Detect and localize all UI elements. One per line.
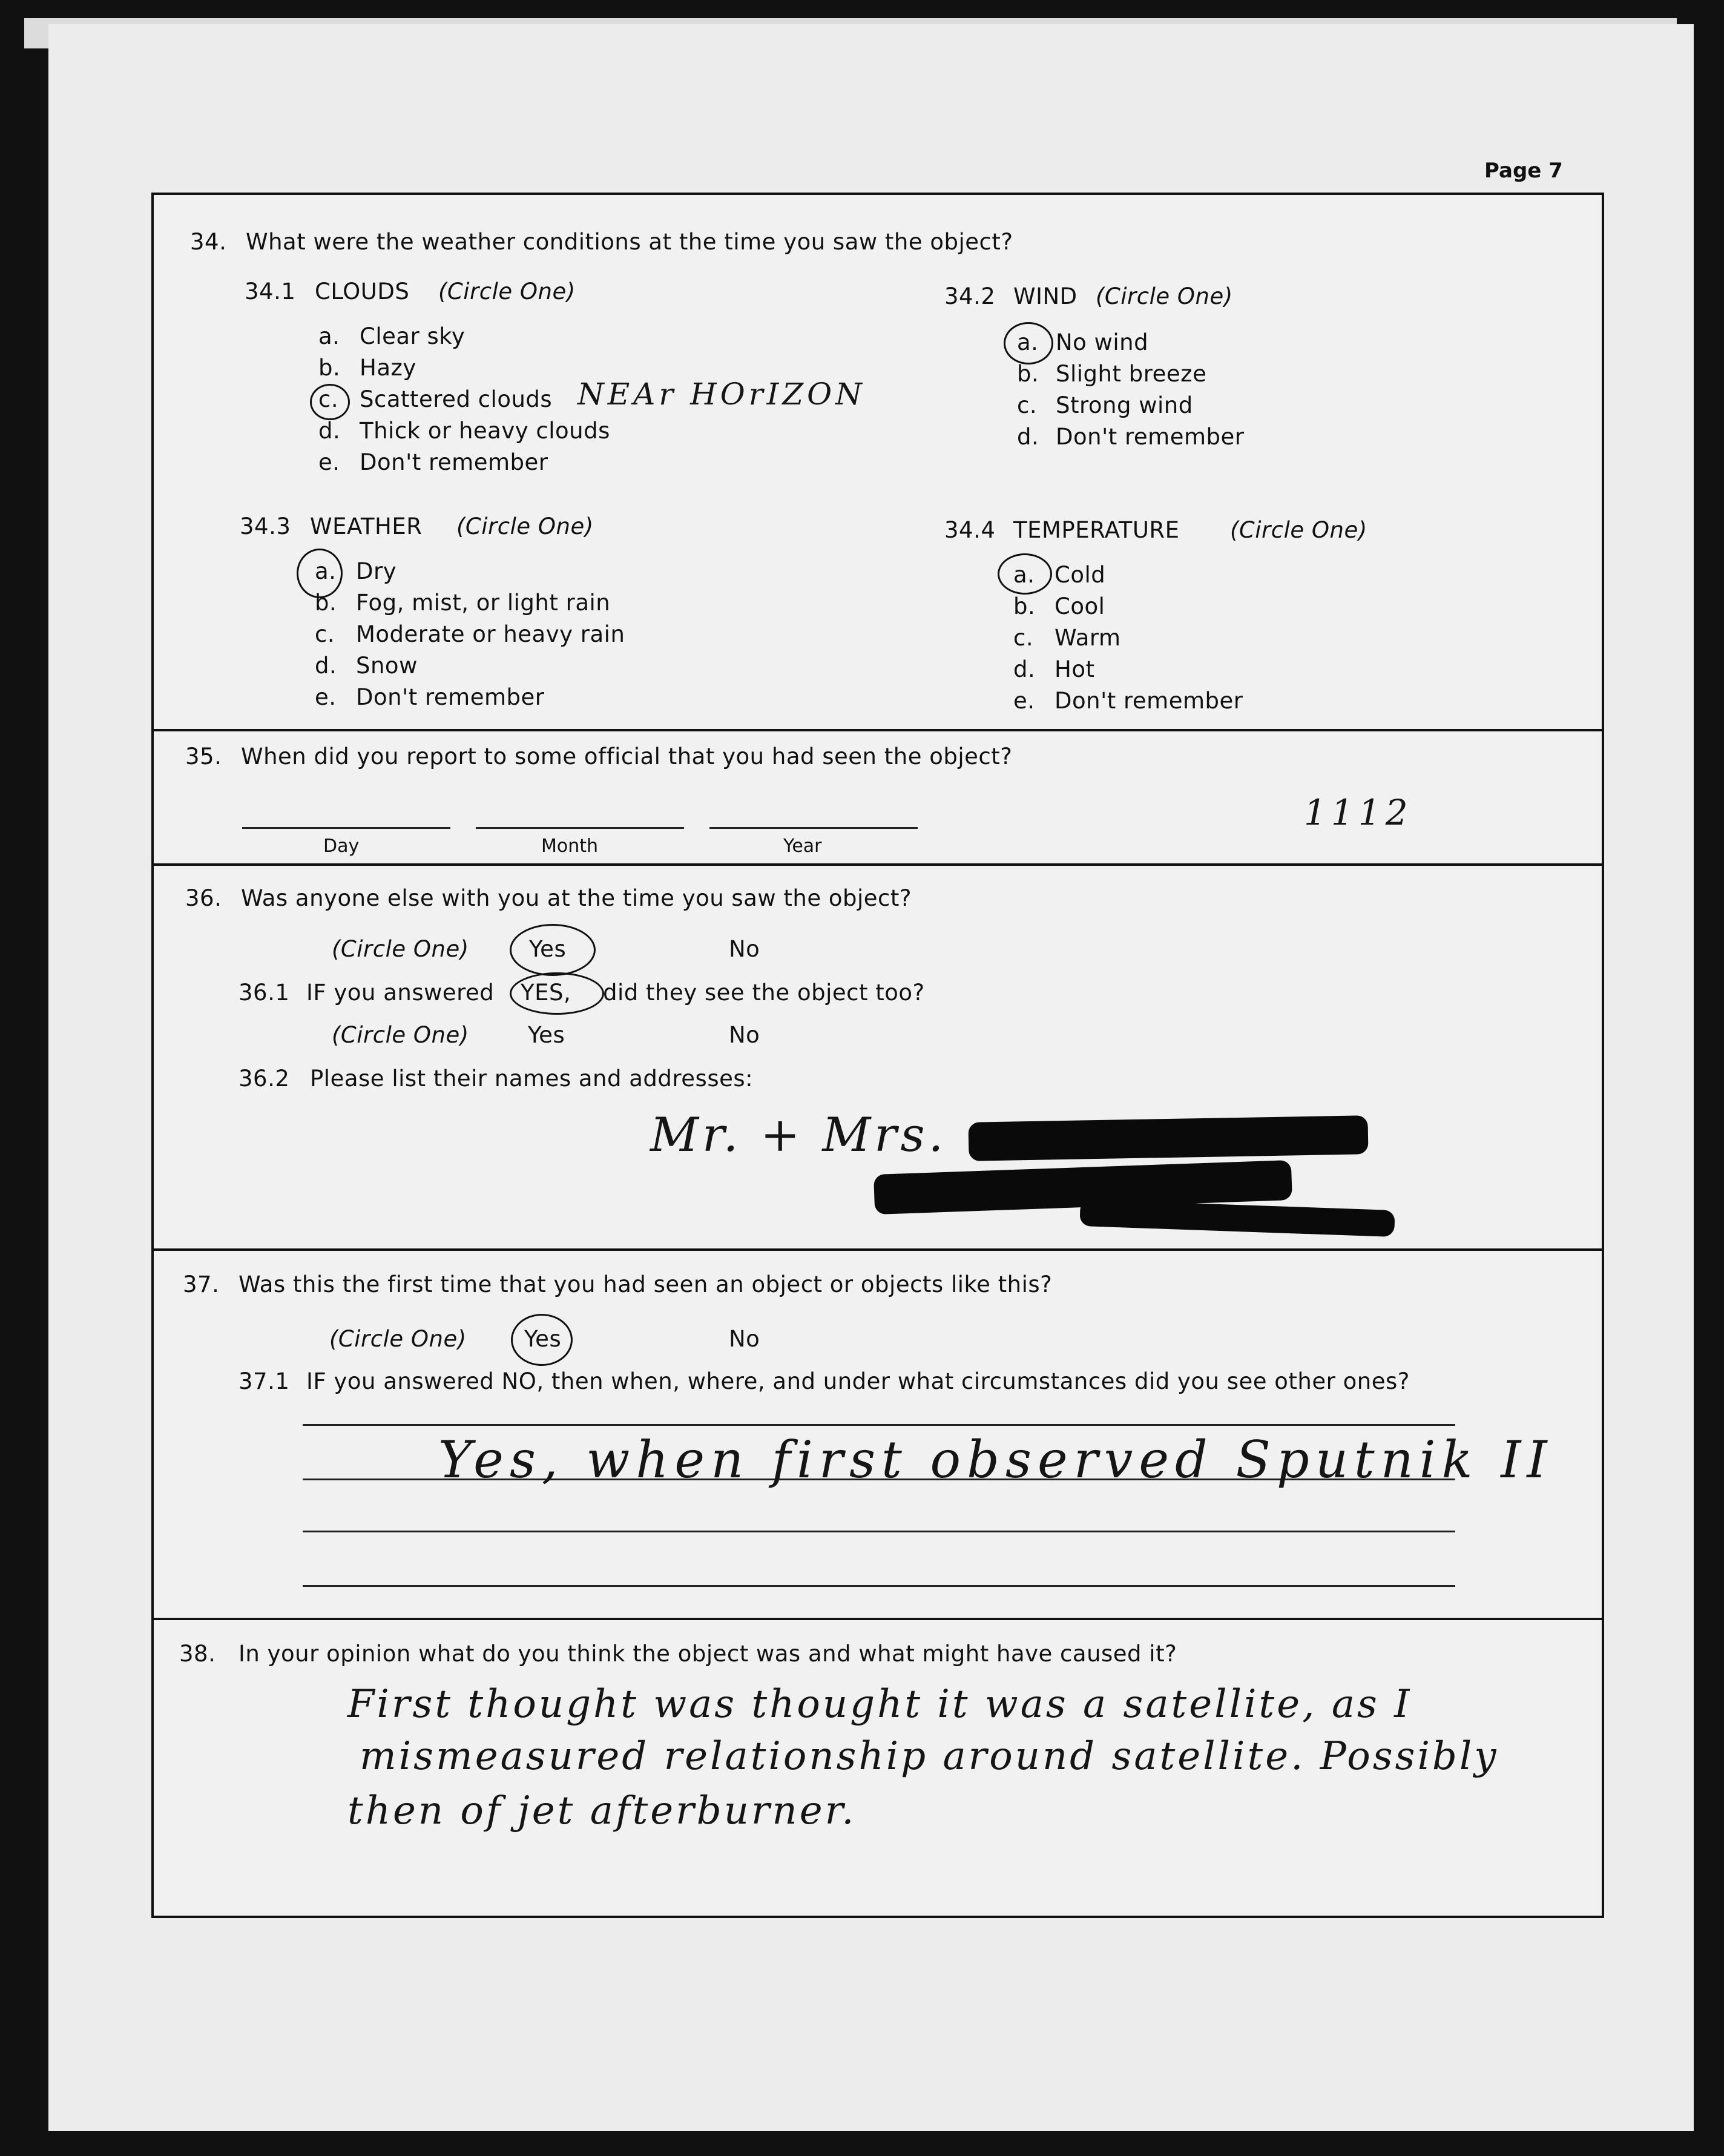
- q36-yes-option: Yes: [529, 936, 567, 962]
- temp-c-letter: c.: [1013, 625, 1034, 651]
- weather-d-letter: d.: [315, 653, 337, 679]
- weather-a-letter: a.: [315, 558, 337, 584]
- temp-e-letter: e.: [1013, 688, 1035, 714]
- wind-d-letter: d.: [1017, 424, 1039, 450]
- weather-e-label: Don't remember: [356, 684, 545, 710]
- wind-b-label: Slight breeze: [1056, 361, 1207, 387]
- clouds-c-circle-mark: [310, 384, 350, 420]
- section-38: [154, 1620, 1602, 1916]
- q37-answer-line-3: [303, 1531, 1455, 1532]
- clouds-e-label: Don't remember: [360, 449, 548, 475]
- clouds-d-label: Thick or heavy clouds: [360, 418, 610, 444]
- day-label: Day: [323, 836, 360, 857]
- q34-3-number: 34.3: [240, 513, 291, 539]
- wind-a-letter: a.: [1017, 329, 1039, 355]
- q36-no-option: No: [729, 936, 760, 962]
- temp-b-letter: b.: [1013, 593, 1036, 619]
- section-36: [154, 866, 1602, 1251]
- wind-c-letter: c.: [1017, 392, 1038, 418]
- wind-c-label: Strong wind: [1056, 392, 1193, 418]
- q34-4-instruction: (Circle One): [1230, 517, 1367, 543]
- q36-1-text-after: did they see the object too?: [603, 980, 925, 1006]
- q37-no-option: No: [729, 1326, 760, 1352]
- page-number: Page 7: [1484, 159, 1563, 183]
- month-label: Month: [541, 836, 599, 857]
- q34-4-number: 34.4: [944, 517, 996, 543]
- clouds-a-label: Clear sky: [360, 323, 466, 349]
- q36-number: 36.: [185, 885, 222, 911]
- questionnaire-form: [151, 193, 1604, 1918]
- q36-instruction: (Circle One): [332, 936, 469, 962]
- q34-1-instruction: (Circle One): [438, 279, 576, 305]
- q36-text: Was anyone else with you at the time you saw the object?: [241, 885, 912, 911]
- q36-2-handwritten-names: Mr. + Mrs.: [650, 1108, 947, 1162]
- temp-d-letter: d.: [1013, 656, 1036, 682]
- day-blank-line: [242, 827, 450, 829]
- redaction-bar-3: [1079, 1199, 1395, 1237]
- clouds-c-letter: c.: [318, 386, 339, 412]
- q38-handwritten-line-3: then of jet afterburner.: [347, 1788, 857, 1833]
- q36-1-number: 36.1: [239, 980, 290, 1006]
- clouds-handwritten-note: NEAr HOrIZON: [577, 377, 866, 412]
- weather-b-label: Fog, mist, or light rain: [356, 590, 611, 616]
- q37-answer-line-4: [303, 1585, 1455, 1587]
- q36-1-no-option: No: [729, 1022, 760, 1048]
- q37-text: Was this the first time that you had seen an object or objects like this?: [239, 1271, 1053, 1297]
- wind-a-label: No wind: [1056, 329, 1149, 355]
- clouds-c-label: Scattered clouds: [360, 386, 553, 412]
- q34-1-title: CLOUDS: [315, 279, 410, 305]
- section-34: [154, 195, 1602, 731]
- q37-1-number: 37.1: [239, 1368, 290, 1394]
- temp-b-label: Cool: [1054, 593, 1105, 619]
- q37-instruction: (Circle One): [329, 1326, 467, 1352]
- section-35: [154, 731, 1602, 866]
- q37-1-text: IF you answered NO, then when, where, and under what circumstances did you see other ones?: [306, 1368, 1410, 1394]
- q36-1-yes-option: Yes: [528, 1022, 565, 1048]
- q35-text: When did you report to some official that you had seen the object?: [241, 743, 1013, 770]
- q34-text: What were the weather conditions at the time you saw the object?: [246, 229, 1013, 255]
- clouds-b-letter: b.: [318, 355, 341, 381]
- q36-1-keyword: YES,: [521, 980, 571, 1006]
- q36-yes-circle-mark: [510, 924, 596, 976]
- year-blank-line: [709, 827, 918, 829]
- q38-handwritten-line-1: First thought was thought it was a satellite, as I: [347, 1682, 1412, 1727]
- temp-a-letter: a.: [1013, 562, 1035, 588]
- weather-d-label: Snow: [356, 653, 418, 679]
- clouds-d-letter: d.: [318, 418, 341, 444]
- q34-1-number: 34.1: [245, 279, 296, 305]
- q34-2-title: WIND: [1013, 283, 1078, 309]
- temp-c-label: Warm: [1054, 625, 1121, 651]
- wind-d-label: Don't remember: [1056, 424, 1245, 450]
- q38-number: 38.: [179, 1641, 216, 1667]
- weather-c-label: Moderate or heavy rain: [356, 621, 625, 647]
- q34-3-title: WEATHER: [310, 513, 423, 539]
- weather-a-label: Dry: [356, 558, 397, 584]
- q35-handwritten-date: 1112: [1304, 792, 1413, 833]
- q34-number: 34.: [190, 229, 227, 255]
- q37-number: 37.: [183, 1271, 220, 1297]
- q36-2-text: Please list their names and addresses:: [310, 1066, 754, 1092]
- clouds-e-letter: e.: [318, 449, 340, 475]
- weather-c-letter: c.: [315, 621, 335, 647]
- q38-handwritten-line-2: mismeasured relationship around satellite. Possibly: [360, 1734, 1499, 1779]
- q37-yes-circle-mark: [511, 1314, 573, 1366]
- q36-2-number: 36.2: [239, 1066, 290, 1092]
- temp-a-circle-mark: [998, 553, 1052, 595]
- q38-text: In your opinion what do you think the object was and what might have caused it?: [239, 1641, 1177, 1667]
- wind-a-circle-mark: [1004, 322, 1053, 364]
- q36-1-text-before: IF you answered: [306, 980, 495, 1006]
- q37-yes-option: Yes: [524, 1326, 562, 1352]
- temp-d-label: Hot: [1054, 656, 1095, 682]
- q37-handwritten-answer: Yes, when first observed Sputnik II: [438, 1430, 1553, 1489]
- weather-b-letter: b.: [315, 590, 337, 616]
- temp-a-label: Cold: [1054, 562, 1106, 588]
- weather-e-letter: e.: [315, 684, 337, 710]
- q34-4-title: TEMPERATURE: [1013, 517, 1180, 543]
- q34-2-number: 34.2: [944, 283, 996, 309]
- q34-2-instruction: (Circle One): [1096, 283, 1233, 309]
- month-blank-line: [476, 827, 684, 829]
- section-37: [154, 1251, 1602, 1620]
- q36-1-yes-circle-mark: [510, 972, 604, 1015]
- q36-1-instruction: (Circle One): [332, 1022, 469, 1048]
- q35-number: 35.: [185, 743, 222, 770]
- year-label: Year: [783, 836, 822, 857]
- redaction-bar-1: [968, 1115, 1368, 1161]
- clouds-b-label: Hazy: [360, 355, 416, 381]
- q37-answer-line-1: [303, 1424, 1455, 1426]
- wind-b-letter: b.: [1017, 361, 1039, 387]
- clouds-a-letter: a.: [318, 323, 340, 349]
- temp-e-label: Don't remember: [1054, 688, 1243, 714]
- q34-3-instruction: (Circle One): [456, 513, 594, 539]
